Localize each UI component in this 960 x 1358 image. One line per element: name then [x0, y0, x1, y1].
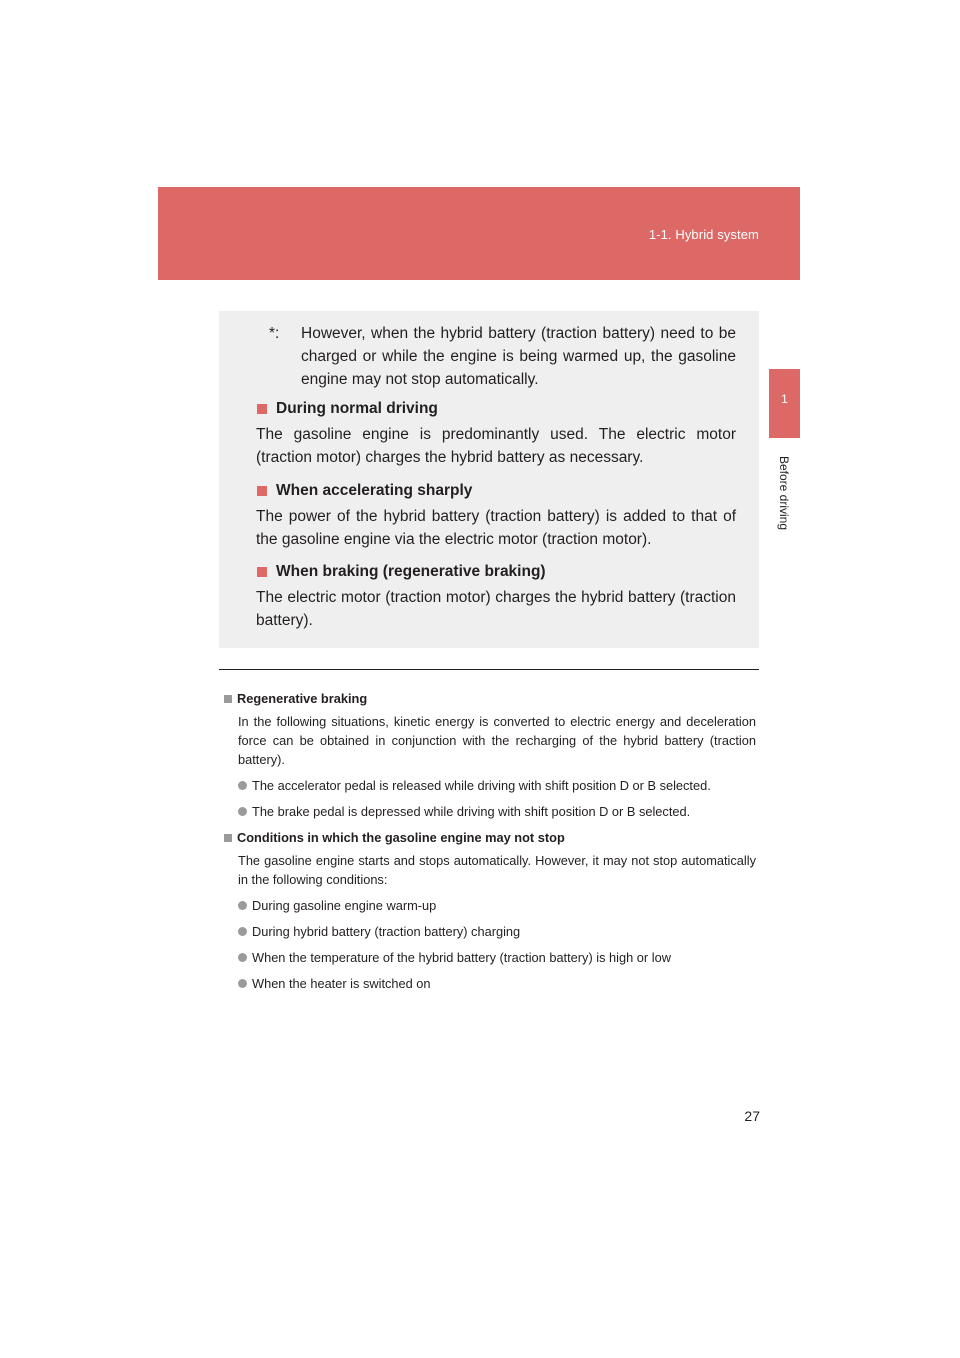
square-bullet-icon	[257, 567, 267, 577]
section-body-text: The power of the hybrid battery (traction battery) is added to that of the gasoline engine via the electric motor (traction motor).	[256, 508, 736, 548]
section-heading-text: When accelerating sharply	[276, 482, 473, 499]
note-heading	[224, 689, 756, 708]
note-heading-text: Regenerative braking	[237, 691, 368, 706]
chapter-number: 1	[781, 392, 788, 406]
list-item	[224, 802, 756, 821]
chapter-label-text: Before driving	[777, 455, 791, 531]
square-bullet-icon	[257, 486, 267, 496]
square-bullet-icon	[224, 834, 232, 842]
list-item	[224, 948, 756, 967]
section-heading	[256, 479, 736, 502]
header-band	[158, 187, 800, 280]
list-item-text: When the heater is switched on	[252, 976, 431, 991]
section-heading-text: When braking (regenerative braking)	[276, 563, 546, 580]
square-bullet-icon	[257, 404, 267, 414]
section-body	[256, 505, 736, 551]
section-body	[256, 423, 736, 469]
divider	[219, 669, 759, 670]
bullet-dot-icon	[238, 927, 247, 936]
list-item-text: When the temperature of the hybrid battery (traction battery) is high or low	[252, 950, 671, 965]
section-title: 1-1. Hybrid system	[648, 227, 759, 242]
chapter-label	[775, 448, 793, 538]
note-heading	[224, 828, 756, 847]
bullet-dot-icon	[238, 979, 247, 988]
note-body: In the following situations, kinetic energy is converted to electric energy and deceleration force can be obtained in conjunction with the recharging of the hybrid battery (traction battery).	[238, 714, 756, 767]
list-item	[224, 922, 756, 941]
square-bullet-icon	[224, 695, 232, 703]
section-heading-text: During normal driving	[276, 400, 438, 417]
bullet-dot-icon	[238, 807, 247, 816]
section-braking	[256, 560, 736, 632]
section-body	[256, 586, 736, 632]
chapter-tab	[769, 369, 800, 438]
list-item-text: The brake pedal is depressed while driving with shift position D or B selected.	[252, 804, 691, 819]
section-normal-driving	[256, 397, 736, 469]
section-accelerating	[256, 479, 736, 551]
section-heading	[256, 397, 736, 420]
list-item	[224, 974, 756, 993]
footnote-text: However, when the hybrid battery (traction battery) need to be charged or while the engine is being warmed up, the gasoline engine may not stop automatically.	[301, 325, 736, 388]
list-item-text: During gasoline engine warm-up	[252, 898, 437, 913]
page-number: 27	[744, 1108, 760, 1124]
list-item-text: The accelerator pedal is released while driving with shift position D or B selected.	[252, 778, 711, 793]
footnote-marker: *:	[269, 325, 280, 342]
list-item	[224, 776, 756, 795]
bullet-dot-icon	[238, 901, 247, 910]
bullet-dot-icon	[238, 953, 247, 962]
section-heading	[256, 560, 736, 583]
note-heading-text: Conditions in which the gasoline engine may not stop	[237, 830, 565, 845]
list-item	[224, 896, 756, 915]
bullet-dot-icon	[238, 781, 247, 790]
info-box	[219, 311, 759, 648]
footnote	[269, 322, 736, 391]
note-body: The gasoline engine starts and stops automatically. However, it may not stop automatically in the following conditions:	[238, 853, 756, 887]
section-body-text: The electric motor (traction motor) charges the hybrid battery (traction battery).	[256, 589, 736, 629]
section-body-text: The gasoline engine is predominantly used. The electric motor (traction motor) charges the hybrid battery as necessary.	[256, 426, 736, 466]
notes-section	[224, 689, 756, 993]
list-item-text: During hybrid battery (traction battery) charging	[252, 924, 521, 939]
